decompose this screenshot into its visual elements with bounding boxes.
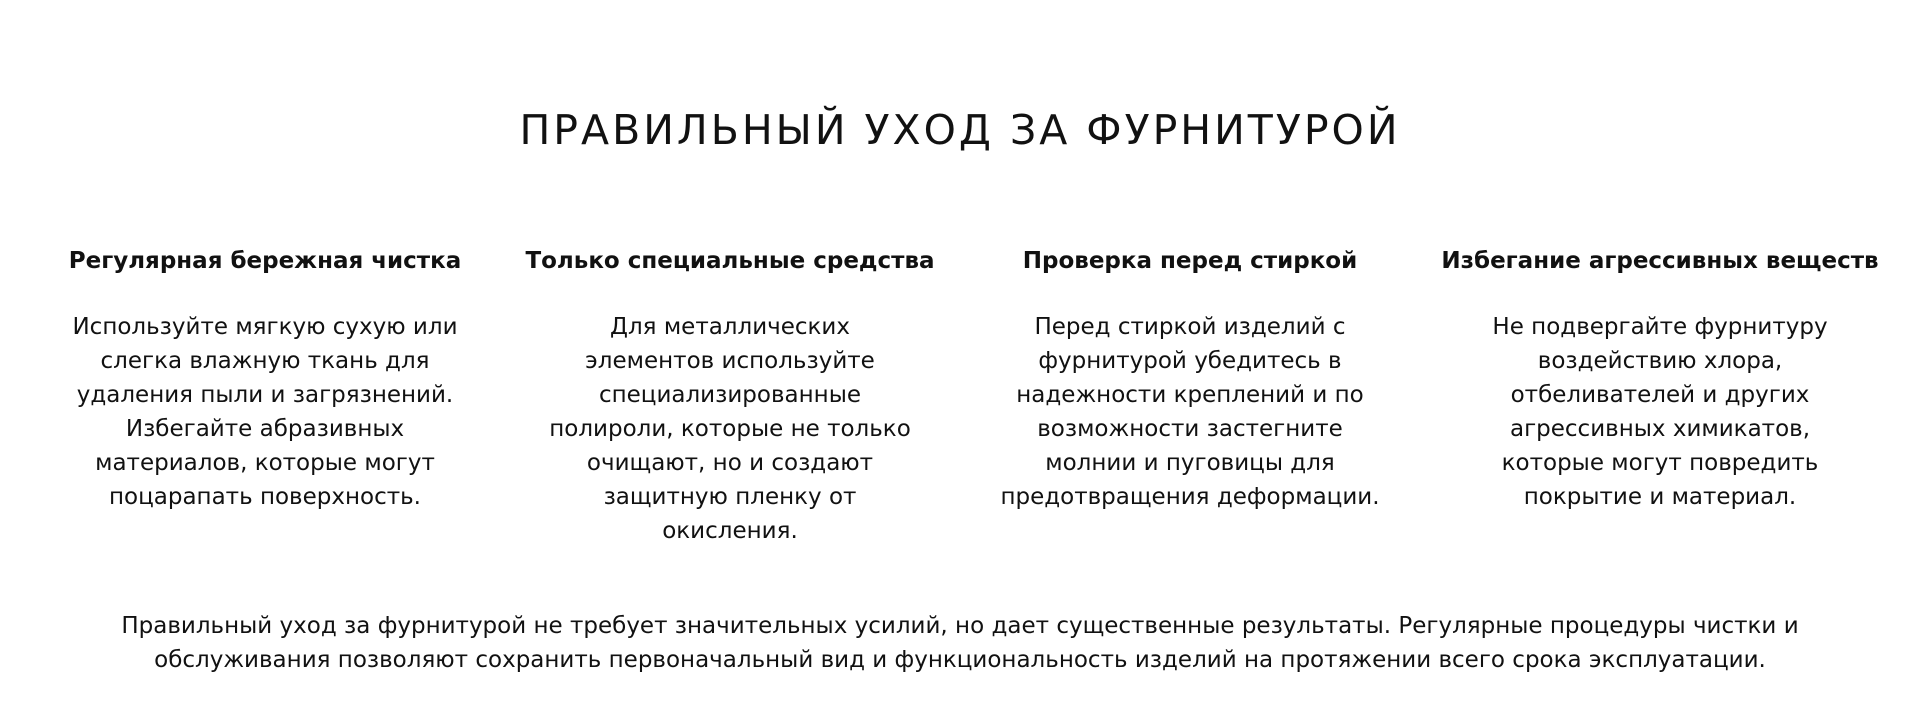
care-tip-regular-cleaning (60, 244, 470, 514)
care-tip-heading: Избегание агрессивных веществ (1441, 248, 1879, 274)
care-tip-text: Не подвергайте фурнитуру воздействию хлора, отбеливателей и других агрессивных химикатов, которые могут повредить покрытие и материал. (1492, 314, 1828, 510)
care-tip-heading: Регулярная бережная чистка (68, 248, 462, 274)
care-tip-heading: Только специальные средства (525, 248, 935, 274)
page-title: ПРАВИЛЬНЫЙ УХОД ЗА ФУРНИТУРОЙ (519, 106, 1401, 154)
care-tip-check-before-wash (980, 244, 1400, 514)
care-tip-avoid-chemicals (1440, 244, 1880, 514)
summary-paragraph: Правильный уход за фурнитурой не требует значительных усилий, но дает существенные результаты. Регулярные процедуры чистки и обслуживания позволяют сохранить первоначальный вид и функциональность изделий на протяжении всего срока эксплуатации. (121, 613, 1799, 673)
care-tips-grid (0, 244, 1920, 544)
care-tip-text: Используйте мягкую сухую или слегка влажную ткань для удаления пыли и загрязнений. Избегайте абразивных материалов, которые могут поцарапать поверхность. (72, 314, 458, 510)
care-tip-heading: Проверка перед стиркой (1022, 248, 1358, 274)
care-tip-text: Перед стиркой изделий с фурнитурой убедитесь в надежности креплений и по возможности застегните молнии и пуговицы для предотвращения деформации. (1000, 314, 1380, 510)
care-tip-special-products (520, 244, 940, 548)
care-tip-text: Для металлических элементов используйте специализированные полироли, которые не только очищают, но и создают защитную пленку от окисления. (549, 314, 911, 544)
